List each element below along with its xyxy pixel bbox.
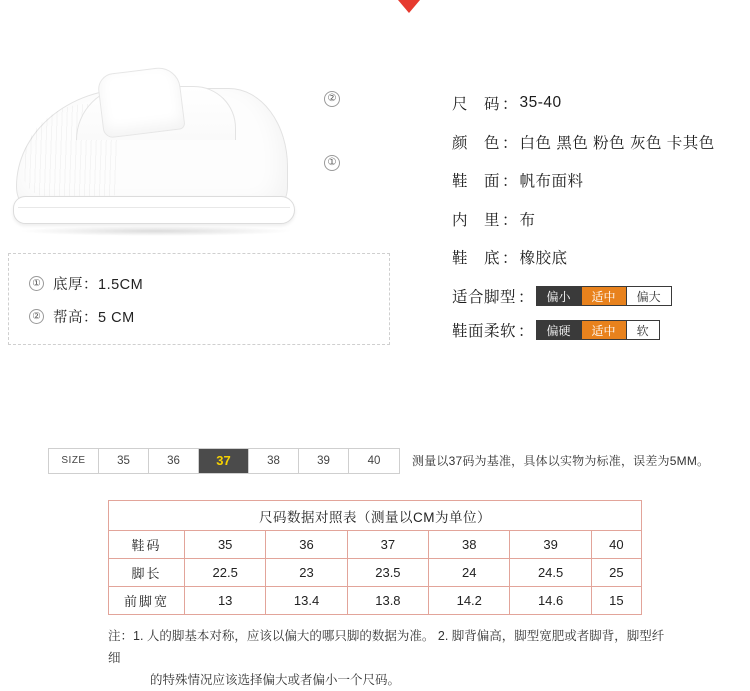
attribute-size (452, 92, 748, 114)
table-row (109, 531, 642, 559)
shoe-photo (6, 50, 401, 265)
cell-forefoot-width-35: 13 (185, 587, 266, 615)
footnote-line-2: 的特殊情况应该选择偏大或者偏小一个尺码。 (150, 673, 401, 687)
size-selector-strip[interactable] (48, 448, 400, 474)
attribute-fit-type (452, 285, 748, 307)
table-title-row (109, 501, 642, 531)
attribute-color (452, 131, 748, 153)
attribute-lining (452, 208, 748, 230)
shoe-sole (13, 196, 295, 224)
attribute-upper-softness (452, 319, 748, 341)
cell-foot-length-38: 24 (429, 559, 510, 587)
cell-shoe-size-36: 36 (266, 531, 347, 559)
cell-shoe-size-39: 39 (510, 531, 591, 559)
attribute-sole-value: 橡胶底 (519, 250, 568, 267)
attribute-upper-colon: ： (502, 173, 518, 190)
cell-forefoot-width-38: 14.2 (429, 587, 510, 615)
size-chart-title: 尺码数据对照表（测量以CM为单位） (109, 501, 642, 531)
attribute-size-colon: ： (502, 96, 518, 113)
attribute-upper-value: 帆布面料 (519, 173, 584, 190)
shoe-vamp (96, 65, 185, 139)
size-option-36[interactable]: 36 (149, 449, 199, 473)
row-head-shoe-size: 鞋码 (109, 531, 185, 559)
spec-text-sole-thickness: 底厚：1.5CM (53, 277, 144, 293)
cell-forefoot-width-39: 14.6 (510, 587, 591, 615)
footnote-line-1: 注：1. 人的脚基本对称，应该以偏大的哪只脚的数据为准。 2. 脚背偏高，脚型宽肥或者脚背，脚型纤细 (108, 629, 665, 665)
spec-marker-two: ② (29, 309, 44, 324)
cell-forefoot-width-40: 15 (591, 587, 641, 615)
row-head-forefoot-width: 前脚宽 (109, 587, 185, 615)
spec-marker-one: ① (29, 276, 44, 291)
spec-text-upper-height: 帮高：5 CM (53, 310, 135, 326)
softness-pill-group[interactable] (536, 320, 660, 340)
attribute-color-value: 白色 黑色 粉色 灰色 卡其色 (519, 134, 715, 152)
attribute-lining-value: 布 (519, 211, 536, 229)
size-option-40[interactable]: 40 (349, 449, 399, 473)
callout-marker-one: ① (324, 155, 340, 171)
softness-option-hard[interactable]: 偏硬 (537, 321, 582, 339)
fit-type-option-medium[interactable]: 适中 (582, 287, 627, 305)
softness-option-soft[interactable]: 软 (627, 321, 659, 339)
attribute-upper-label: 鞋 面 (452, 173, 501, 190)
attribute-sole-colon: ： (502, 250, 518, 267)
callout-marker-two: ② (324, 91, 340, 107)
fit-type-option-large[interactable]: 偏大 (627, 287, 671, 305)
cell-foot-length-40: 25 (591, 559, 641, 587)
spec-row-upper-height (29, 306, 135, 327)
cell-shoe-size-40: 40 (591, 531, 641, 559)
attribute-color-label: 颜 色 (452, 134, 501, 152)
size-strip-note: 测量以37码为基准，具体以实物为标准，误差为5MM。 (412, 454, 710, 468)
attribute-size-label: 尺 码 (452, 96, 501, 113)
cell-forefoot-width-36: 13.4 (266, 587, 347, 615)
spec-row-sole-thickness (29, 273, 143, 294)
cell-foot-length-35: 22.5 (185, 559, 266, 587)
size-option-37[interactable]: 37 (199, 449, 249, 473)
attribute-lining-colon: ： (502, 211, 518, 229)
attribute-upper-softness-colon: ： (518, 322, 534, 340)
attribute-sole (452, 246, 748, 268)
size-chart-table (108, 500, 642, 615)
softness-option-medium[interactable]: 适中 (582, 321, 627, 339)
top-caret-marker (398, 0, 420, 13)
attribute-upper-softness-label: 鞋面柔软 (452, 322, 517, 340)
cell-shoe-size-35: 35 (185, 531, 266, 559)
attribute-sole-label: 鞋 底 (452, 250, 501, 267)
fit-type-option-small[interactable]: 偏小 (537, 287, 582, 305)
cell-foot-length-37: 23.5 (347, 559, 428, 587)
footnote (108, 625, 668, 691)
size-option-38[interactable]: 38 (249, 449, 299, 473)
cell-shoe-size-38: 38 (429, 531, 510, 559)
row-head-foot-length: 脚长 (109, 559, 185, 587)
attribute-fit-type-colon: ： (518, 288, 534, 306)
attribute-fit-type-label: 适合脚型 (452, 288, 517, 306)
shoe-illustration (16, 58, 306, 248)
cell-foot-length-36: 23 (266, 559, 347, 587)
cell-foot-length-39: 24.5 (510, 559, 591, 587)
table-row (109, 559, 642, 587)
size-strip-header: SIZE (49, 449, 99, 473)
size-option-35[interactable]: 35 (99, 449, 149, 473)
shoe-sole-line (18, 207, 290, 208)
attribute-color-colon: ： (502, 134, 518, 152)
size-option-39[interactable]: 39 (299, 449, 349, 473)
attribute-lining-label: 内 里 (452, 211, 501, 229)
table-row (109, 587, 642, 615)
attribute-upper (452, 169, 748, 191)
fit-type-pill-group[interactable] (536, 286, 672, 306)
cell-forefoot-width-37: 13.8 (347, 587, 428, 615)
cell-shoe-size-37: 37 (347, 531, 428, 559)
shoe-shadow (18, 226, 294, 236)
attribute-size-value: 35-40 (519, 94, 562, 111)
spec-box (8, 253, 390, 345)
attribute-list (452, 92, 748, 353)
